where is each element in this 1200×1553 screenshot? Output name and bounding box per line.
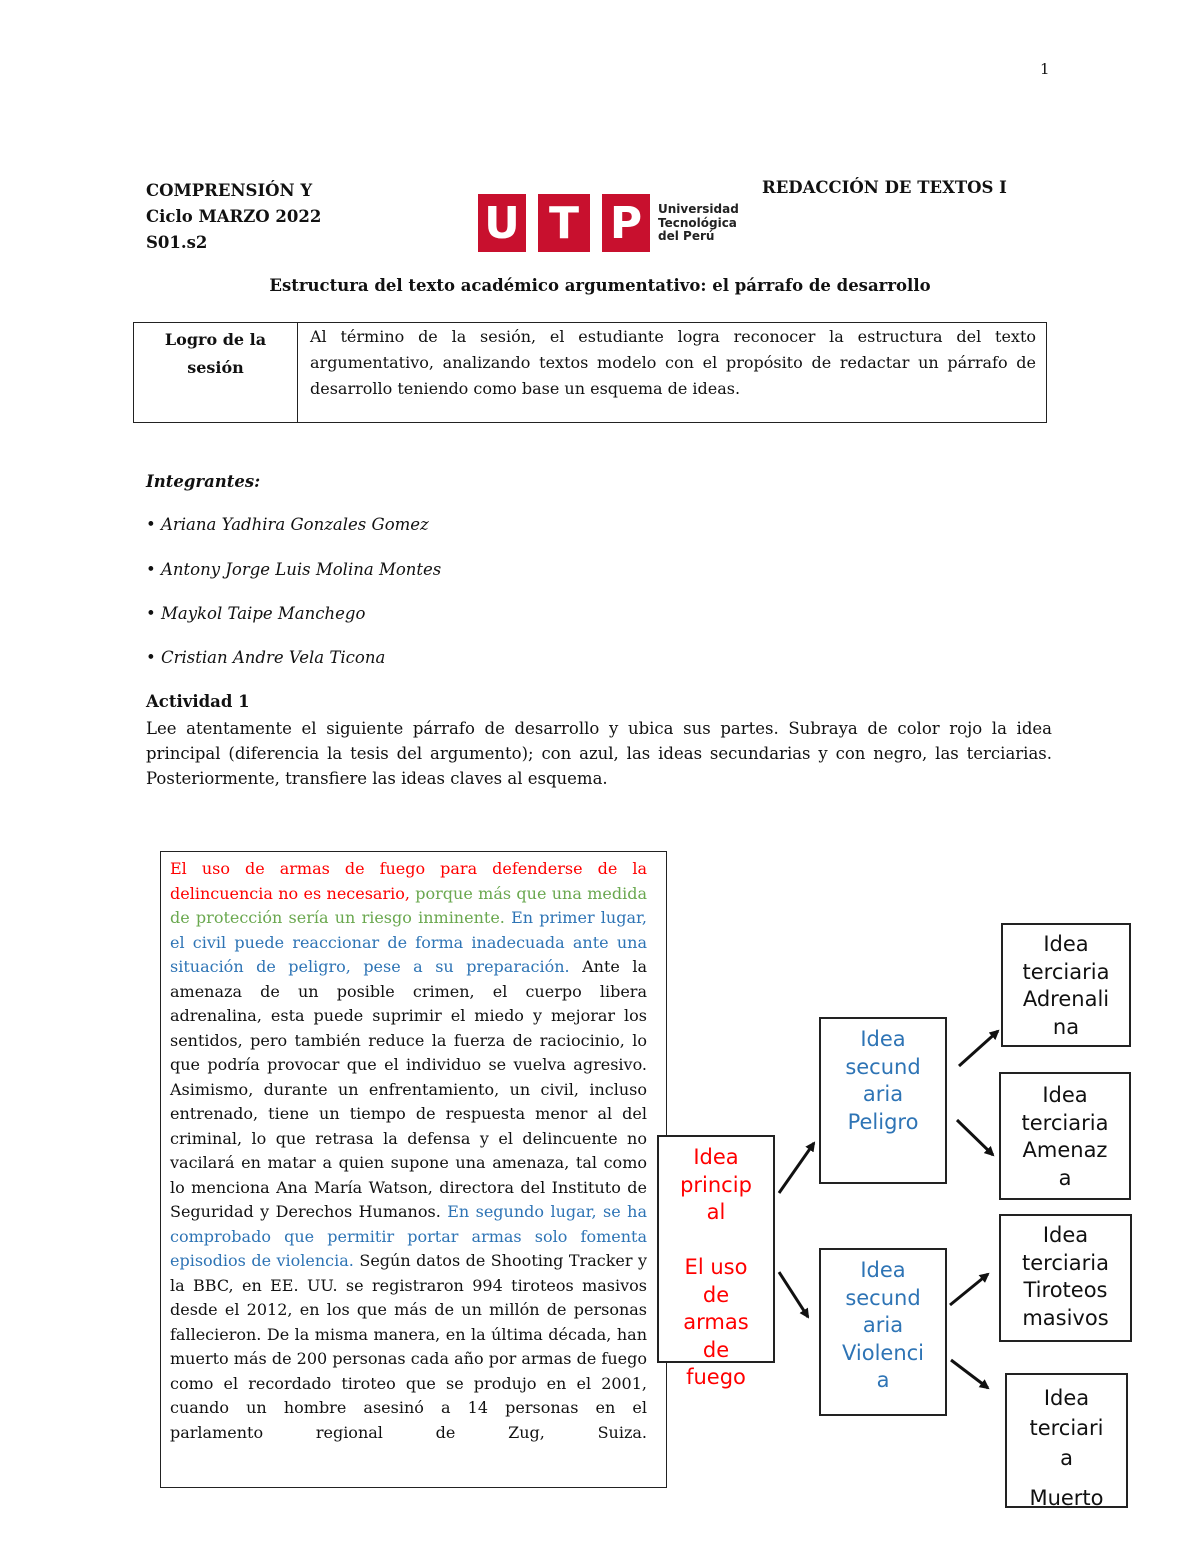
tertiary-idea-tiroteos-box (999, 1214, 1132, 1342)
arrow-violencia-to-muerto (951, 1360, 988, 1388)
logo-letter-p: P (602, 194, 650, 252)
box-line: aria (862, 1082, 904, 1106)
box-line: secund (845, 1054, 921, 1079)
logro-label-line: sesión (187, 358, 244, 377)
box-line: El uso (684, 1255, 748, 1279)
integrantes-title: Integrantes: (146, 472, 261, 491)
logro-table (133, 322, 1047, 423)
box-line: a (876, 1368, 890, 1392)
logro-text: Al término de la sesión, el estudiante logra reconocer la estructura del texto argumentativo, analizando textos modelo con el propósito de redactar un párrafo de desarrollo teniendo como base un esquema de ideas. (310, 327, 1036, 398)
box-line: a (1060, 1446, 1073, 1470)
tertiary-idea-muerto-box (1005, 1373, 1128, 1508)
course-name-continued: REDACCIÓN DE TEXTOS I (762, 178, 1007, 197)
box-line: terciari (1029, 1416, 1104, 1440)
course-name: COMPRENSIÓN Y (146, 181, 313, 200)
member-item: • Cristian Andre Vela Ticona (146, 648, 386, 667)
box-spacer (659, 1227, 773, 1255)
course-header (146, 178, 321, 256)
secondary-idea-2-text: En segundo lugar, se ha comprobado que permitir portar armas solo fomenta episodios de violencia. (170, 1202, 647, 1270)
box-line: a (1058, 1165, 1072, 1190)
box-line: Adrenali (1022, 987, 1110, 1011)
box-line: princip (680, 1172, 752, 1197)
box-line: Idea (860, 1258, 906, 1282)
arrow-violencia-to-tiroteos (950, 1274, 988, 1305)
activity-title: Actividad 1 (146, 692, 250, 711)
thesis-text: porque más que una medida de protección sería un riesgo inminente. (170, 883, 647, 927)
logo-university-name (658, 203, 739, 244)
tertiary-idea-adrenalina-box (1001, 923, 1131, 1047)
box-line: Idea (1042, 1083, 1088, 1107)
tertiary-idea-amenaza-box (999, 1072, 1131, 1200)
activity-instructions: Lee atentamente el siguiente párrafo de desarrollo y ubica sus partes. Subraya de color rojo la idea principal (diferencia la tesis del argumento); con azul, las ideas secundarias y con negro, las terciarias. Posteriormente, transfiere las ideas claves al esquema. (146, 719, 1052, 788)
utp-logo (478, 194, 740, 252)
box-line: terciaria (1021, 1110, 1109, 1135)
main-idea-box (657, 1135, 775, 1389)
box-line: de (702, 1282, 730, 1307)
box-line: Idea (860, 1027, 906, 1051)
page-number: 1 (1040, 60, 1050, 78)
arrow-principal-to-violencia (779, 1272, 808, 1317)
tertiary-ideas-2-text: Según datos de Shooting Tracker y la BBC, en EE. UU. se registraron 994 tiroteos masivos desde el 2012, en los que más de un millón de personas fallecieron. De la misma manera, en la última década, han muerto más de 200 personas cada año por armas de fuego como el recordado tiroteo que se produjo en el 2001, cuando un hombre asesinó a 14 personas en el parlamento regional de Zug, Suiza. (170, 1251, 647, 1442)
logo-letter-t: T (538, 194, 590, 252)
secondary-idea-violencia-box (819, 1248, 947, 1416)
box-line: Idea (693, 1145, 739, 1169)
box-line: Idea (1043, 932, 1089, 956)
box-line: al (706, 1200, 726, 1224)
main-idea-text: El uso de armas de fuego para defenderse de la delincuencia no es necesario, (170, 859, 647, 903)
arrow-peligro-to-adrenalina (959, 1031, 998, 1066)
box-line: secund (845, 1285, 921, 1310)
box-line: masivos (1022, 1305, 1109, 1330)
box-line: armas (683, 1310, 749, 1334)
cycle-label: Ciclo MARZO 2022 (146, 207, 322, 226)
logro-label-line: Logro de la (164, 330, 267, 349)
arrow-principal-to-peligro (779, 1143, 814, 1193)
box-spacer (1007, 1473, 1126, 1483)
secondary-idea-peligro-box (819, 1017, 947, 1184)
box-line: de (702, 1337, 730, 1362)
box-line: Amenaz (1022, 1138, 1108, 1162)
box-line: fuego (686, 1365, 746, 1389)
box-line: terciaria (1022, 1250, 1109, 1275)
member-item: • Antony Jorge Luis Molina Montes (146, 560, 442, 579)
logo-text-line: Universidad (658, 202, 739, 216)
secondary-idea-1-text: En primer lugar, el civil puede reaccionar de forma inadecuada ante una situación de peligro, pese a su preparación. (170, 908, 647, 976)
box-line: Muerto (1029, 1486, 1104, 1508)
development-paragraph-box (160, 851, 667, 1488)
logro-label (134, 323, 298, 422)
box-line: Tiroteos (1023, 1278, 1108, 1302)
development-paragraph (170, 857, 647, 1445)
box-line: aria (862, 1313, 904, 1337)
box-line: terciaria (1022, 959, 1110, 984)
box-line: Peligro (847, 1109, 919, 1134)
box-line: na (1052, 1014, 1080, 1039)
tertiary-ideas-1-text: Ante la amenaza de un posible crimen, el cuerpo libera adrenalina, esta puede suprimir el miedo y mejorar los sentidos, pero también reduce la fuerza de raciocinio, lo que podría provocar que el individuo se vuelva agresivo. Asimismo, durante un enfrentamiento, un civil, incluso entrenado, tiene un tiempo de respuesta menor al del criminal, lo que retrasa la defensa y el delincuente no vacilará en matar a quien supone una amenaza, tal como lo menciona Ana María Watson, directora del Instituto de Seguridad y Derechos Humanos. (170, 957, 647, 1221)
logo-text-line: Tecnológica (658, 215, 737, 230)
box-line: Idea (1042, 1223, 1089, 1247)
document-title: Estructura del texto académico argumentativo: el párrafo de desarrollo (269, 276, 931, 295)
box-line: Violenci (841, 1340, 925, 1365)
member-item: • Ariana Yadhira Gonzales Gomez (146, 515, 429, 534)
arrow-peligro-to-amenaza (957, 1120, 993, 1155)
box-line: Idea (1043, 1386, 1090, 1410)
member-item: • Maykol Taipe Manchego (146, 604, 366, 623)
logo-text-line: del Perú (658, 229, 715, 243)
logo-letter-u: U (478, 194, 526, 252)
session-code: S01.s2 (146, 233, 208, 252)
